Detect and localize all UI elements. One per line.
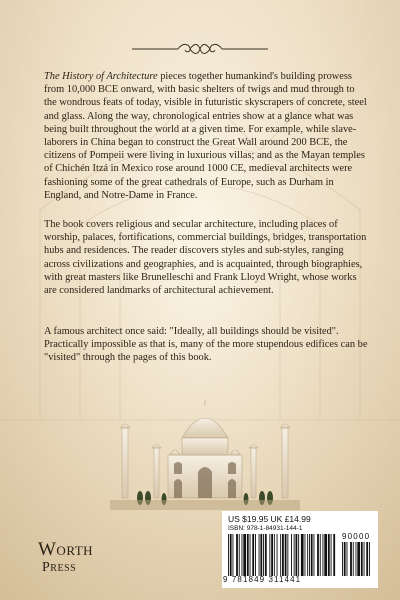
description-paragraph-1-text: pieces together humankind's building prowess from 10,000 BCE onward, with basic shelters of twigs and mud through to the wondrous feats of today, visible in futuristic skyscrapers of concrete, steel and glass. Along the way, chronological entries show at a glance what was being built throughout the world at a given time. For example, while slave-laborers in China began to construct the Great Wall around 200 BCE, the citizens of Pompeii were living in luxurious villas; and as the Mayan temples of Chichén Itzá in Mexico rose around 1000 CE, medieval architects were fashioning some of the great cathedrals of Europe, such as Durham in England, and Notre-Dame in France. (44, 71, 367, 201)
publisher-name-line-2: Press (42, 560, 77, 575)
ean-number: 9 781849 311441 (223, 575, 302, 584)
scroll-flourish-icon (130, 40, 270, 58)
barcode-panel (222, 511, 378, 588)
addon-number: 90000 (342, 532, 371, 541)
quote-paragraph: A famous architect once said: "Ideally, all buildings should be visited". Practically impossible as that is, many of the more stupendous edifices can be "visited" through the pages of this book. (44, 326, 368, 364)
publisher-logo (38, 540, 102, 580)
isbn-label: ISBN: 978-1-84931-144-1 (228, 525, 303, 532)
book-title-inline: The History of Architecture (44, 71, 158, 82)
addon-barcode (342, 542, 372, 576)
price-label: US $19.95 UK £14.99 (228, 514, 311, 524)
description-paragraph-2: The book covers religious and secular architecture, including places of worship, palaces, fortifications, commercial buildings, bridges, transportation hubs and residences. The reader discovers styles and sub-styles, ranging across civilizations and geographies, and is acquainted, through biographies, with great masters like Brunelleschi and Frank Lloyd Wright, whose works are considered landmarks of architectural achievement. (44, 219, 367, 297)
description-paragraph-1 (44, 70, 368, 202)
publisher-name-line-1: Worth (38, 539, 94, 560)
isbn-barcode (228, 534, 336, 576)
taj-mahal-illustration (110, 400, 300, 510)
